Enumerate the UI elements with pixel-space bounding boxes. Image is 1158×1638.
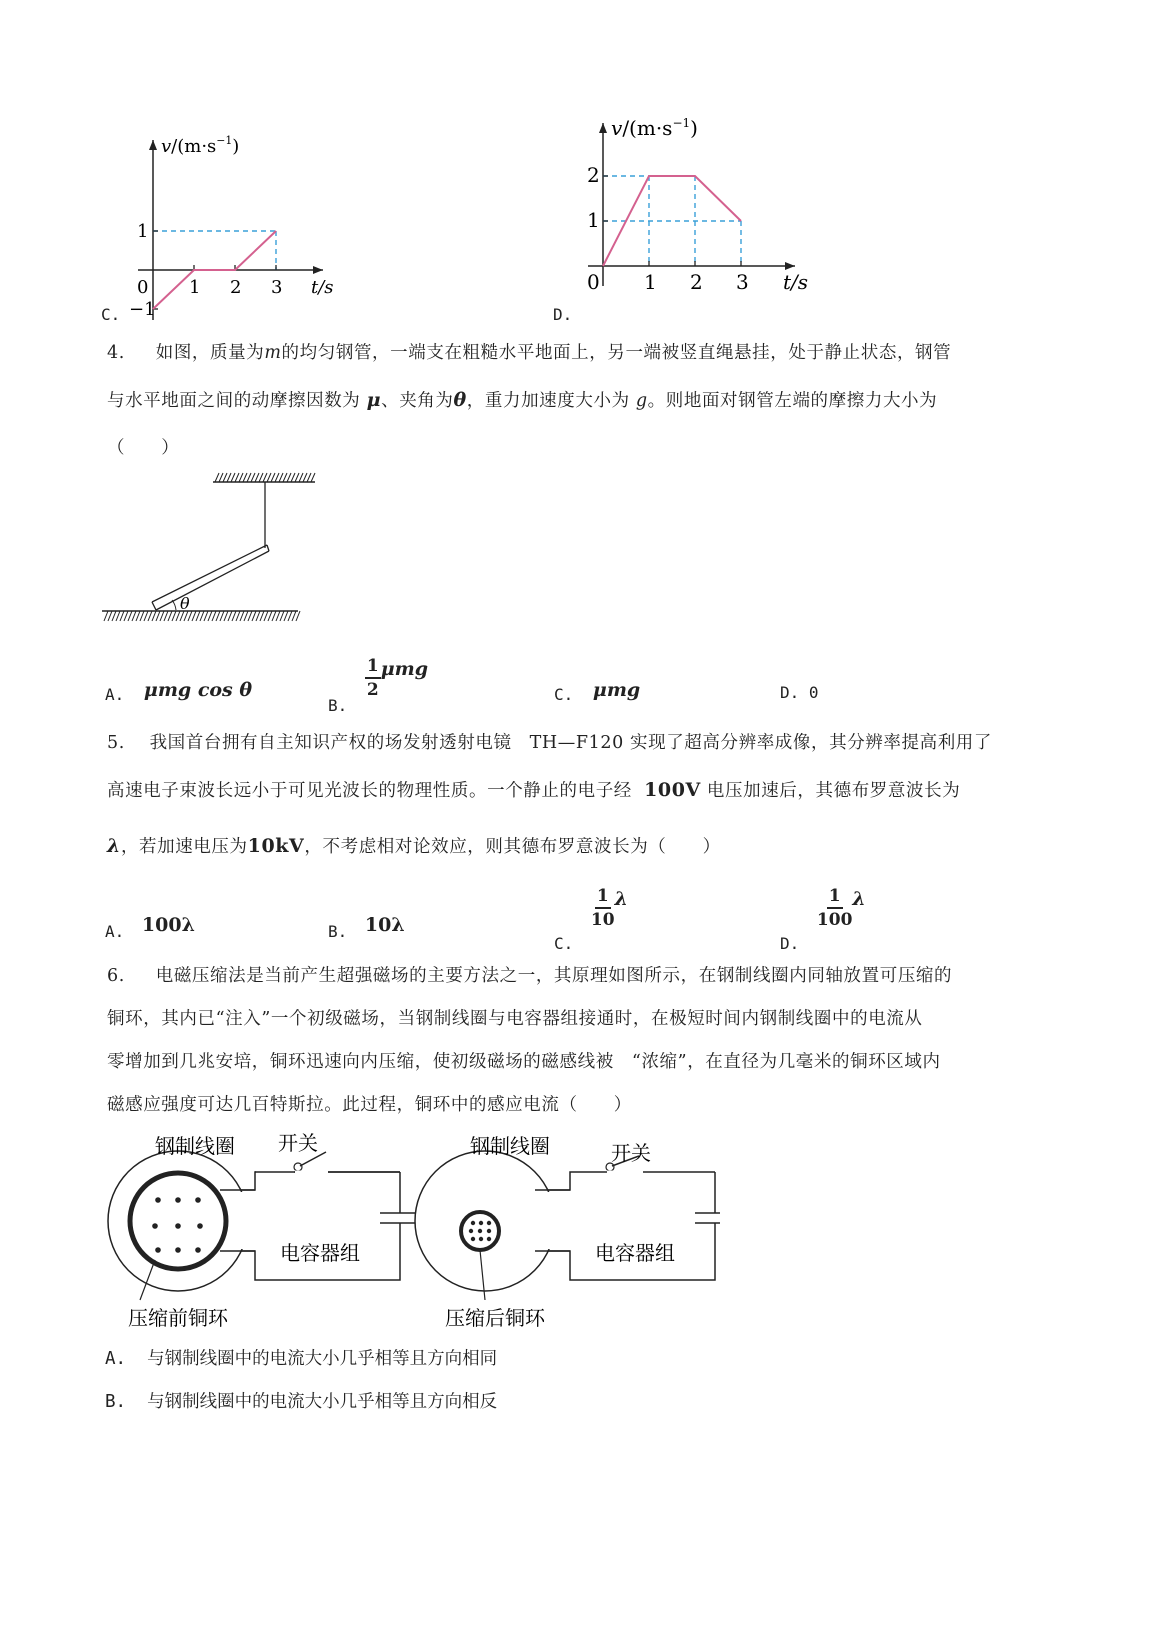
q4-figure [100, 470, 340, 630]
q5-option-c[interactable]: C. $\frac{1}{10}$ λ [554, 886, 628, 953]
q4-option-b[interactable]: B. $\frac{1}{2}$ μmg [328, 656, 429, 715]
svg-text:钢制线圈: 钢制线圈 [470, 1136, 550, 1158]
y-axis-label: $v/(m\cdot s^{-1})$ [611, 116, 698, 140]
question-4-paren: （ ） [107, 438, 180, 458]
figure-after [415, 1135, 720, 1330]
q5-option-a[interactable]: A. 100λ [105, 914, 195, 941]
question-4-line-1: 4. 如图，质量为m的均匀钢管，一端支在粗糙水平地面上，另一端被竖直绳悬挂，处于静止状态，钢管 [107, 343, 952, 363]
x-tick-label-3: 3 [271, 277, 283, 298]
q4-option-a[interactable]: A. μmg cos θ [105, 679, 253, 704]
y-tick-label: −1 [129, 299, 156, 320]
y-tick-label: 1 [137, 221, 149, 242]
question-4 [107, 330, 1052, 472]
q5-option-d[interactable]: D. $\frac{1}{100}$ λ [780, 886, 866, 953]
svg-text:钢制线圈: 钢制线圈 [155, 1136, 235, 1158]
q4-option-d[interactable]: D. 0 [780, 683, 819, 702]
x-tick-label-1: 1 [189, 277, 201, 298]
steel-pipe [152, 545, 269, 610]
x-axis-label: t/s [783, 270, 809, 294]
question-5-line-2: 高速电子束波长远小于可见光波长的物理性质。一个静止的电子经 100V 电压加速后，其德布罗意波长为 [107, 779, 961, 801]
question-6 [107, 955, 1052, 1127]
q5-option-b[interactable]: B. 10λ [328, 914, 405, 941]
question-4-line-2: 与水平地面之间的动摩擦因数为 μ、夹角为θ，重力加速度大小为 g。则地面对钢管左端的摩擦力大小为 [107, 389, 938, 411]
x-axis-arrow [785, 262, 795, 270]
svg-text:压缩后铜环: 压缩后铜环 [445, 1308, 545, 1330]
x-axis-label: t/s [311, 277, 334, 298]
x-tick-label-2: 2 [230, 277, 242, 298]
y-tick-label: 1 [587, 208, 600, 232]
y-axis-label: $v/(m\cdot s^{-1})$ [161, 134, 240, 157]
q4-option-c[interactable]: C. μmg [554, 679, 641, 704]
question-6-line-2: 铜环，其内已“注入”一个初级磁场，当钢制线圈与电容器组接通时，在极短时间内钢制线圈中的电流从 [107, 1009, 923, 1029]
svg-text:电容器组: 电容器组 [280, 1243, 360, 1265]
x-tick-label-2: 2 [690, 270, 703, 294]
switch-left[interactable] [294, 1163, 302, 1171]
ground [102, 611, 300, 621]
y-axis-arrow [149, 140, 157, 150]
svg-text:电容器组: 电容器组 [595, 1243, 675, 1265]
y-axis-arrow [599, 123, 607, 133]
origin-label: 0 [587, 270, 600, 294]
question-6-line-3: 零增加到几兆安培，铜环迅速向内压缩，使初级磁场的磁感线被 “浓缩”，在直径为几毫米的铜环区域内 [107, 1052, 941, 1072]
option-d-label: D. [553, 305, 573, 324]
option-d-graph [550, 108, 840, 338]
q6-option-a[interactable]: A. 与钢制线圈中的电流大小几乎相等且方向相同 [105, 1349, 498, 1369]
angle-arc [172, 600, 176, 610]
x-axis-arrow [313, 266, 323, 274]
y-tick-label: 2 [587, 163, 600, 187]
ceiling [213, 473, 315, 482]
q6-option-b[interactable]: B. 与钢制线圈中的电流大小几乎相等且方向相反 [105, 1392, 498, 1412]
figure-before [108, 1132, 420, 1330]
svg-text:开关: 开关 [278, 1133, 318, 1155]
question-5-line-3: λ，若加速电压为10kV，不考虑相对论效应，则其德布罗意波长为（ ） [107, 835, 721, 857]
angle-theta: θ [180, 594, 190, 613]
svg-text:压缩前铜环: 压缩前铜环 [128, 1308, 228, 1330]
field-dots-after [469, 1221, 491, 1241]
question-6-line-1: 6. 电磁压缩法是当前产生超强磁场的主要方法之一，其原理如图所示，在钢制线圈内同轴放置可压缩的 [107, 966, 953, 986]
question-6-line-4: 磁感应强度可达几百特斯拉。此过程，铜环中的感应电流（ ） [107, 1095, 632, 1115]
vt-graph-c [95, 125, 355, 335]
origin-label: 0 [137, 277, 149, 298]
x-tick-label-3: 3 [736, 270, 749, 294]
option-c-graph [95, 125, 355, 335]
x-tick-label-1: 1 [644, 270, 657, 294]
vt-graph-d [550, 108, 840, 338]
question-5-line-1: 5. 我国首台拥有自主知识产权的场发射透射电镜 TH—F120 实现了超高分辨率成像，其分辨率提高利用了 [107, 733, 992, 753]
option-c-label: C. [101, 305, 121, 324]
question-5 [107, 720, 1052, 871]
q6-figure [100, 1130, 720, 1345]
svg-text:开关: 开关 [611, 1143, 651, 1165]
